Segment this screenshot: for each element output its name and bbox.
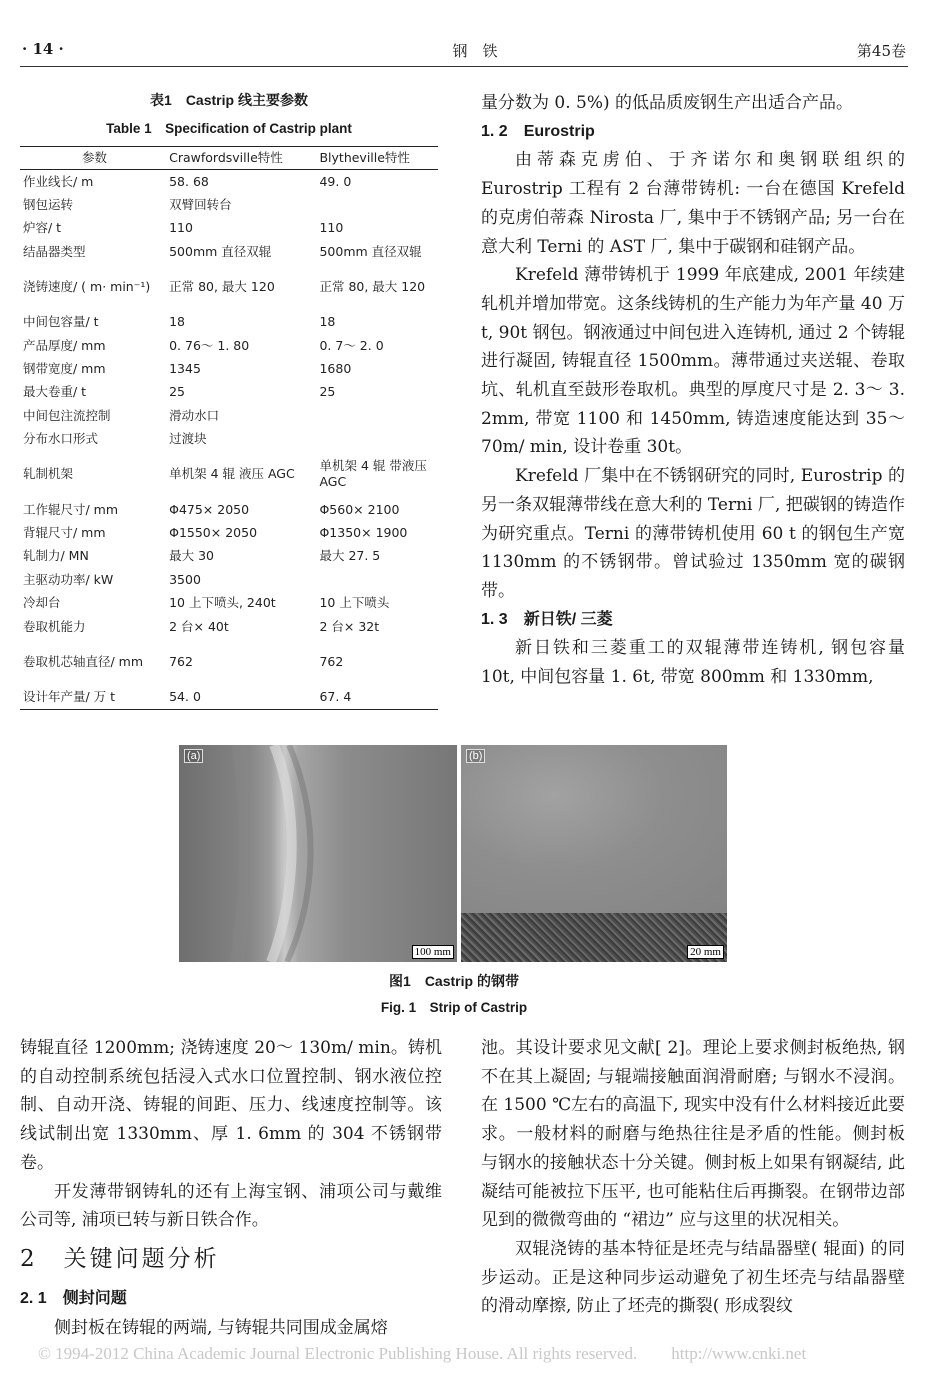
panel-label-b: (b) xyxy=(466,749,485,763)
value-cell: 110 xyxy=(319,220,344,236)
param-cell: 轧制力/ MN xyxy=(23,548,89,564)
value-cell: 25 xyxy=(169,384,186,400)
right-column-top xyxy=(481,89,905,692)
param-cell: 设计年产量/ 万 t xyxy=(20,685,166,709)
param-cell: 钢包运转 xyxy=(23,197,74,213)
table-row xyxy=(20,521,438,544)
left-column-bottom xyxy=(20,1034,442,1342)
value-cell: 正常 80, 最大 120 xyxy=(319,279,426,295)
paragraph: 开发薄带钢铸轧的还有上海宝钢、浦项公司与戴维公司等, 浦项已转与新日铁合作。 xyxy=(20,1181,442,1231)
value-cell xyxy=(316,193,438,216)
figure-panel-b xyxy=(461,745,727,962)
paragraph: Krefeld 厂集中在不锈钢研究的同时, Eurostrip 的另一条双辊薄带线在意大利的 Terni 厂, 把碳钢的铸造作为研究重点。Terni 的薄带铸机使用 60 t 的钢包生产宽 1130mm 的不锈钢带。曾试验过 1350mm 宽的碳钢带。 xyxy=(481,466,905,601)
param-cell: 中间包注流控制 xyxy=(23,407,111,423)
param-cell: 背辊尺寸/ mm xyxy=(23,524,106,540)
value-cell: Φ475× 2050 xyxy=(169,501,250,517)
table-row xyxy=(20,568,438,591)
param-cell: 轧制机架 xyxy=(23,466,74,482)
paragraph: 量分数为 0. 5%) 的低品质废钢生产出适合产品。 xyxy=(481,93,854,113)
section-heading-2: 2 关键问题分析 xyxy=(20,1245,220,1272)
figure-caption-en: Fig. 1 Strip of Castrip xyxy=(380,1000,528,1015)
value-cell: 3500 xyxy=(169,571,201,587)
table-row xyxy=(20,498,438,521)
param-cell: 浇铸速度/ ( m· min⁻¹) xyxy=(23,279,151,295)
table-row xyxy=(20,217,438,240)
paragraph: 池。其设计要求见文献[ 2]。理论上要求侧封板绝热, 钢不在其上凝固; 与辊端接触面润滑耐磨; 与钢水不浸润。在 1500 ℃左右的高温下, 现实中没有什么材料接近此要求。一般材料的耐磨与绝热往往是矛盾的性能。侧封板与钢水的接触状态十分关键。侧封板上如果有钢凝结, 此凝结可能被拉下压平, 也可能粘住后再撕裂。在钢带边部见到的微微弯曲的 “裙边” 应与这里的状况相关。 xyxy=(481,1038,905,1231)
panel-label-a: (a) xyxy=(184,749,203,763)
table-row xyxy=(20,311,438,334)
value-cell: 110 xyxy=(169,220,193,236)
param-cell: 作业线长/ m xyxy=(23,173,94,189)
table-row xyxy=(20,615,438,638)
param-cell: 最大卷重/ t xyxy=(23,384,87,400)
col-header-param: 参数 xyxy=(20,147,166,170)
value-cell: 双臂回转台 xyxy=(169,197,232,213)
value-cell: 正常 80, 最大 120 xyxy=(169,279,275,295)
table-row xyxy=(20,451,438,498)
right-column-bottom xyxy=(481,1034,905,1321)
table-row xyxy=(20,545,438,568)
page-number: · 14 · xyxy=(22,40,64,58)
paragraph: Krefeld 薄带铸机于 1999 年底建成, 2001 年续建轧机并增加带宽。这条线铸机的生产能力为年产量 40 万 t, 90t 钢包。钢液通过中间包进入连铸机, 通过 2 个铸辊进行凝固, 铸辊直径 1500mm。薄带通过夹送辊、卷取坑、轧机直至鼓形卷取机。典型的厚度尺寸是 2. 3～ 3. 2mm, 带宽 1100 和 1450mm, 铸造速度能达到 35～ 70m/ min, 设计卷重 30t。 xyxy=(481,265,905,458)
param-cell: 炉容/ t xyxy=(23,220,62,236)
strip-edge-graphic xyxy=(179,745,457,962)
value-cell: 58. 68 xyxy=(169,173,209,189)
value-cell: 2 台× 32t xyxy=(319,618,380,634)
value-cell xyxy=(316,404,438,427)
figure-panel-a xyxy=(179,745,457,962)
paragraph: 双辊浇铸的基本特征是坯壳与结晶器壁( 辊面) 的同步运动。正是这种同步运动避免了初生坯壳与结晶器壁的滑动摩擦, 防止了坯壳的撕裂( 形成裂纹 xyxy=(481,1238,905,1317)
table-caption-cn: 表1 Castrip 线主要参数 xyxy=(150,92,308,108)
value-cell: 过渡块 xyxy=(169,431,207,447)
value-cell: 67. 4 xyxy=(316,685,438,709)
table-caption-en: Table 1 Specification of Castrip plant xyxy=(106,121,352,136)
table-row xyxy=(20,193,438,216)
param-cell: 工作辊尺寸/ mm xyxy=(23,501,119,517)
param-cell: 分布水口形式 xyxy=(23,431,99,447)
value-cell: 最大 30 xyxy=(169,548,214,564)
value-cell: 2 台× 40t xyxy=(169,618,229,634)
paragraph: 铸辊直径 1200mm; 浇铸速度 20～ 130m/ min。铸机的自动控制系统包括浸入式水口位置控制、钢水液位控制、自动开浇、铸辊的间距、压力、线速度控制等。该线试制出宽 1330mm、厚 1. 6mm 的 304 不锈钢带卷。 xyxy=(20,1038,442,1173)
volume-label: 第45卷 xyxy=(856,42,906,60)
paragraph: 新日铁和三菱重工的双辊薄带连铸机, 钢包容量 10t, 中间包容量 1. 6t, 带宽 800mm 和 1330mm, xyxy=(481,638,905,688)
spec-table-body xyxy=(20,170,438,710)
value-cell: 18 xyxy=(319,314,336,330)
value-cell: Φ1350× 1900 xyxy=(319,524,408,540)
scale-bar-b: 20 mm xyxy=(687,945,724,959)
value-cell: 10 上下喷头 xyxy=(319,595,390,611)
table-row xyxy=(20,240,438,263)
section-heading-1-2: 1. 2 Eurostrip xyxy=(481,122,595,140)
table-row xyxy=(20,381,438,404)
value-cell: Φ560× 2100 xyxy=(319,501,400,517)
value-cell: 49. 0 xyxy=(319,173,352,189)
value-cell: 54. 0 xyxy=(166,685,316,709)
figure-caption-cn: 图1 Castrip 的钢带 xyxy=(389,973,519,989)
table-row xyxy=(20,638,438,685)
section-heading-1-3: 1. 3 新日铁/ 三菱 xyxy=(481,610,613,628)
table-row xyxy=(20,591,438,614)
param-cell: 卷取机芯轴直径/ mm xyxy=(23,653,144,669)
paragraph: 由蒂森克虏伯、于齐诺尔和奥钢联组织的 Eurostrip 工程有 2 台薄带铸机: 一台在德国 Krefeld 的克虏伯蒂森 Nirosta 厂, 集中于不锈钢产品; 另一台在意大利 Terni 的 AST 厂, 集中于碳钢和硅钢产品。 xyxy=(481,150,905,257)
value-cell: 762 xyxy=(169,653,193,669)
col-header-crawfordsville: Crawfordsville特性 xyxy=(166,147,316,170)
value-cell: 滑动水口 xyxy=(169,407,220,423)
table-row xyxy=(20,264,438,311)
param-cell: 冷却台 xyxy=(23,595,61,611)
value-cell: 18 xyxy=(169,314,186,330)
table-row xyxy=(20,170,438,194)
spec-table xyxy=(20,146,438,710)
param-cell: 中间包容量/ t xyxy=(23,314,99,330)
value-cell: 25 xyxy=(319,384,336,400)
value-cell: 1680 xyxy=(319,361,352,377)
col-header-blytheville: Blytheville特性 xyxy=(316,147,438,170)
param-cell: 结晶器类型 xyxy=(23,243,86,259)
value-cell: 0. 7～ 2. 0 xyxy=(319,337,384,353)
scale-bar-a: 100 mm xyxy=(412,945,454,959)
table-row xyxy=(20,404,438,427)
param-cell: 主驱动功率/ kW xyxy=(23,571,114,587)
smooth-surface-region xyxy=(461,745,727,913)
table-row xyxy=(20,428,438,451)
table-row xyxy=(20,357,438,380)
header-rule xyxy=(20,66,908,67)
value-cell xyxy=(316,428,438,451)
journal-title: 钢 铁 xyxy=(452,42,498,60)
value-cell: 1345 xyxy=(169,361,201,377)
value-cell: 最大 27. 5 xyxy=(319,548,381,564)
value-cell xyxy=(316,568,438,591)
value-cell: 单机架 4 辊 液压 AGC xyxy=(169,466,295,482)
param-cell: 产品厚度/ mm xyxy=(23,337,106,353)
copyright-footer: © 1994-2012 China Academic Journal Electronic Publishing House. All rights reserved. http://www.cnki.net xyxy=(38,1344,807,1363)
param-cell: 钢带宽度/ mm xyxy=(23,361,106,377)
section-heading-2-1: 2. 1 侧封问题 xyxy=(20,1289,127,1307)
param-cell: 卷取机能力 xyxy=(23,618,86,634)
value-cell: 500mm 直径双辊 xyxy=(169,243,272,259)
table-row xyxy=(20,334,438,357)
value-cell: 单机架 4 辊 带液压 AGC xyxy=(319,458,427,490)
value-cell: 10 上下喷头, 240t xyxy=(169,595,276,611)
value-cell: 500mm 直径双辊 xyxy=(319,243,422,259)
paragraph: 侧封板在铸辊的两端, 与铸辊共同围成金属熔 xyxy=(54,1317,388,1338)
value-cell: 762 xyxy=(319,653,344,669)
value-cell: 0. 76～ 1. 80 xyxy=(169,337,250,353)
table-row xyxy=(20,685,438,709)
value-cell: Φ1550× 2050 xyxy=(169,524,258,540)
